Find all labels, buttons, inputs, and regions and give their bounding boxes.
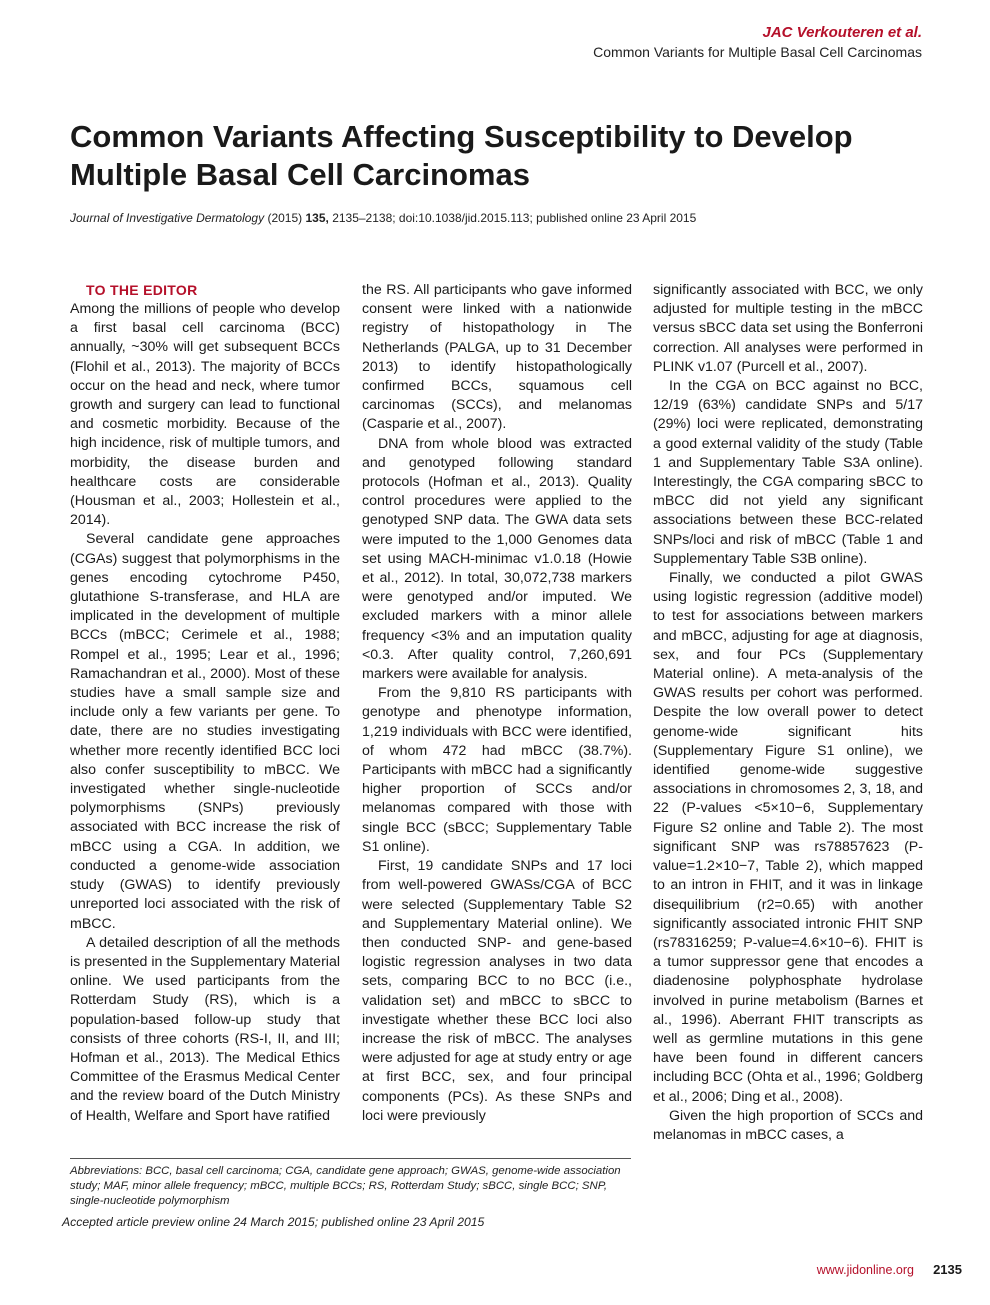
abbreviations-footnote: Abbreviations: BCC, basal cell carcinoma; CGA, candidate gene approach; GWAS, genome-wide association study; MAF, minor allele frequency; mBCC, multiple BCCs; RS, Rotterdam Study; sBCC, single BCC; SNP, single-nucleotide polymorphism (70, 1165, 621, 1207)
citation-details: 2135–2138; doi:10.1038/jid.2015.113; published online 23 April 2015 (332, 211, 697, 225)
paragraph: the RS. All participants who gave informed consent were linked with a nationwide registry of histopathology in The Netherlands (PALGA, up to 31 December 2013) to identify histopathologically confirmed BCCs, squamous cell carcinomas (SCCs), and melanomas (Casparie et al., 2007). (362, 282, 632, 433)
text-column-1 (70, 281, 340, 1126)
paragraph: From the 9,810 RS participants with genotype and phenotype information, 1,219 individuals with BCC were identified, of whom 472 had mBCC (38.7%). Participants with mBCC had a significantly higher proportion of SCCs and/or melanomas compared with those with single BCC (sBCC; Supplementary Table S1 online). (362, 685, 632, 855)
paragraph: Among the millions of people who develop a first basal cell carcinoma (BCC) annually, ~30% will get subsequent BCCs (Flohil et al., 2013). The majority of BCCs occur on the head and neck, where tumor growth and surgery can lead to functional and cosmetic morbidity. Because of the high incidence, risk of multiple tumors, and morbidity, the disease burden and healthcare costs are considerable (Housman et al., 2003; Hollestein et al., 2014). (70, 301, 340, 529)
paragraph: A detailed description of all the methods is presented in the Supplementary Material online. We used participants from the Rotterdam Study (RS), which is a population-based follow-up study that consists of three cohorts (RS-I, II, and III; Hofman et al., 2013). The Medical Ethics Committee of the Erasmus Medical Center and the review board of the Dutch Ministry of Health, Welfare and Sport have ratified (70, 934, 340, 1124)
journal-name: Journal of Investigative Dermatology (70, 211, 265, 225)
paragraph: In the CGA on BCC against no BCC, 12/19 (63%) candidate SNPs and 5/17 (29%) loci were replicated, demonstrating a good external validity of the study (Table 1 and Supplementary Table S3A online). Interestingly, the CGA comparing sBCC to mBCC did not yield any significant associations between these BCC-related SNPs/loci and risk of mBCC (Table 1 and Supplementary Table S3B online). (653, 378, 923, 567)
paragraph: Given the high proportion of SCCs and melanomas in mBCC cases, a (653, 1107, 923, 1143)
running-head-title: Common Variants for Multiple Basal Cell Carcinomas (593, 44, 922, 60)
journal-url-link[interactable]: www.jidonline.org (816, 1263, 914, 1277)
paragraph: Finally, we conducted a pilot GWAS using logistic regression (additive model) to test for associations between markers and mBCC, adjusting for age at diagnosis, sex, and four PCs (Supplementary Material online). A meta-analysis of the GWAS results per cohort was performed. Despite the low overall power to detect genome-wide significant hits (Supplementary Figure S1 online), we identified genome-wide suggestive associations in chromosomes 2, 3, 18, and 22 (P-values <5×10−6, Supplementary Figure S2 online and Table 2). The most significant SNP was rs78857623 (P-value=1.2×10−7, Table 2), which mapped to an intron in FHIT, and it was in linkage disequilibrium (r2=0.65) with another significantly associated intronic FHIT SNP (rs78316259; P-value=4.6×10−6). FHIT is a tumor suppressor gene that encodes a diadenosine polyphosphate hydrolase involved in purine metabolism (Barnes et al., 1996). Aberrant FHIT transcripts as well as germline mutations in this gene have been found in different cancers including BCC (Ohta et al., 1996; Goldberg et al., 2006; Ding et al., 2008). (653, 570, 923, 1105)
citation-year: (2015) (267, 211, 303, 225)
page-number: 2135 (933, 1262, 962, 1277)
citation-volume: 135, (305, 211, 329, 225)
paragraph: Several candidate gene approaches (CGAs) suggest that polymorphisms in the genes encoding cytochrome P450, glutathione S-transferase, and HLA are implicated in the development of multiple BCCs (mBCC; Cerimele et al., 1988; Rompel et al., 1995; Lear et al., 1996; Ramachandran et al., 2000). Most of these studies have a small sample size and include only a few variants per gene. To date, there are no studies investigating whether more recently identified BCC loci also confer susceptibility to mBCC. We investigated whether single-nucleotide polymorphisms (SNPs) previously associated with BCC increase the risk of mBCC using a CGA. In addition, we conducted a genome-wide association study (GWAS) to identify previously unreported loci associated with the risk of mBCC. (70, 531, 340, 932)
running-head-authors: JAC Verkouteren et al. (762, 24, 922, 41)
text-column-3 (653, 281, 923, 1145)
article-title: Common Variants Affecting Susceptibility to Develop Multiple Basal Cell Carcinomas (70, 119, 853, 192)
footnote-divider (70, 1158, 631, 1159)
text-column-2 (362, 281, 632, 1126)
citation-line (70, 211, 930, 225)
accepted-note: Accepted article preview online 24 March 2015; published online 23 April 2015 (62, 1215, 485, 1229)
paragraph: significantly associated with BCC, we only adjusted for multiple testing in the mBCC versus sBCC data set using the Bonferroni correction. All analyses were performed in PLINK v1.07 (Purcell et al., 2007). (653, 282, 923, 375)
paragraph: First, 19 candidate SNPs and 17 loci from well-powered GWASs/CGA of BCC were selected (Supplementary Table S2 and Supplementary Material online). We then conducted SNP- and gene-based logistic regression analyses in two data sets, comparing BCC to no BCC (i.e., validation set) and mBCC to sBCC to investigate whether these BCC loci also increase the risk of mBCC. The analyses were adjusted for age at study entry or age at first BCC, sex, and four principal components (PCs). As these SNPs and loci were previously (362, 858, 632, 1124)
paragraph: DNA from whole blood was extracted and genotyped following standard protocols (Hofman et al., 2013). Quality control procedures were applied to the genotyped SNP data. The GWA data sets were imputed to the 1,000 Genomes data set using MACH-minimac v1.0.18 (Howie et al., 2012). In total, 30,072,738 markers were genotyped and/or imputed. We excluded markers with a minor allele frequency <3% and an imputation quality <0.3. After quality control, 7,260,691 markers were available for analysis. (362, 435, 632, 683)
section-heading: TO THE EDITOR (86, 282, 198, 298)
